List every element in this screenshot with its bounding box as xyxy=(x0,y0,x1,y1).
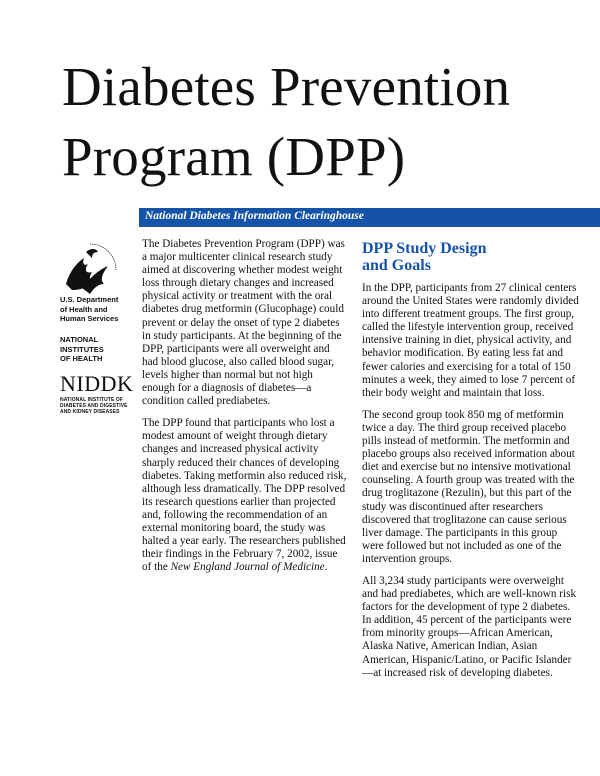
niddk-subtitle xyxy=(60,397,136,415)
hhs-eagle-seal-icon xyxy=(60,240,118,298)
niddk-sub-2: DIABETES AND DIGESTIVE xyxy=(60,403,128,409)
niddk-logo xyxy=(60,373,136,415)
hhs-line-1: U.S. Department xyxy=(60,295,119,304)
title-line-2: Program (DPP) xyxy=(62,126,406,187)
intro-paragraph-2 xyxy=(142,417,347,574)
clearinghouse-banner xyxy=(139,208,600,227)
journal-name: New England Journal of Medicine xyxy=(170,561,325,574)
design-paragraph-2: The second group took 850 mg of metformin twice a day. The third group received placebo pills instead of metformin. The metformin and placebo groups also received information about diet and exercise but no intensive motivational counseling. A fourth group was treated with the drug troglitazone (Rezulin), but this part of the study was discontinued after researchers discovered that troglitazone can cause serious liver damage. The participants in this group were followed but not included as one of the intervention groups. xyxy=(362,408,575,565)
section-heading xyxy=(362,240,580,274)
banner-text: National Diabetes Information Clearinghouse xyxy=(145,210,364,222)
intro-paragraph-1: The Diabetes Prevention Program (DPP) was a major multicenter clinical research study aimed at discovering whether modest weight loss through dietary changes and increased physical activity or treatment with the oral diabetes drug metformin (Glucophage) could prevent or delay the onset of type 2 diabetes in study participants. At the beginning of the DPP, participants were all overweight and had blood glucose, also called blood sugar, levels higher than normal but not high enough for a diagnosis of diabetes—a condition called prediabetes. xyxy=(142,238,345,408)
hhs-label xyxy=(60,295,138,324)
design-paragraph-3: All 3,234 study participants were overweight and had prediabetes, which are well-known risk factors for the development of type 2 diabetes. In addition, 45 percent of the participants were from minority groups—African American, Alaska Native, American Indian, Asian American, Hispanic/Latino, or Pacific Islander—at increased risk of developing diabetes. xyxy=(362,574,577,679)
intro-paragraph-2-text: The DPP found that participants who lost a modest amount of weight through dietary changes and increased physical activity sharply reduced their chances of developing diabetes. Taking metformin also reduced risk, although less dramatically. The DPP resolved its research questions earlier than projected and, following the recommendation of an external monitoring board, the study was halted a year early. The researchers published their findings in the February 7, 2002, issue of the xyxy=(142,417,347,574)
nih-line-1: NATIONAL xyxy=(60,335,99,344)
nih-label xyxy=(60,335,138,364)
niddk-wordmark: NIDDK xyxy=(60,371,134,396)
intro-paragraph-2-end: . xyxy=(324,561,328,574)
study-design-column xyxy=(362,240,580,689)
niddk-sub-1: NATIONAL INSTITUTE OF xyxy=(60,397,124,403)
document-title xyxy=(62,52,582,192)
niddk-sub-3: AND KIDNEY DISEASES xyxy=(60,409,120,415)
section-heading-line-2: and Goals xyxy=(362,257,431,274)
design-paragraph-1: In the DPP, participants from 27 clinical centers around the United States were randomly divided into different treatment groups. The first group, called the lifestyle intervention group, received intensive training in diet, physical activity, and behavior modification. By eating less fat and fewer calories and exercising for a total of 150 minutes a week, they aimed to lose 7 percent of their body weight and maintain that loss. xyxy=(362,282,579,399)
section-heading-line-1: DPP Study Design xyxy=(362,240,487,257)
title-line-1: Diabetes Prevention xyxy=(62,56,511,117)
intro-column xyxy=(142,238,347,583)
hhs-line-3: Human Services xyxy=(60,314,119,323)
nih-line-2: INSTITUTES xyxy=(60,344,104,354)
nih-line-3: OF HEALTH xyxy=(60,354,103,363)
hhs-line-2: of Health and xyxy=(60,304,108,314)
